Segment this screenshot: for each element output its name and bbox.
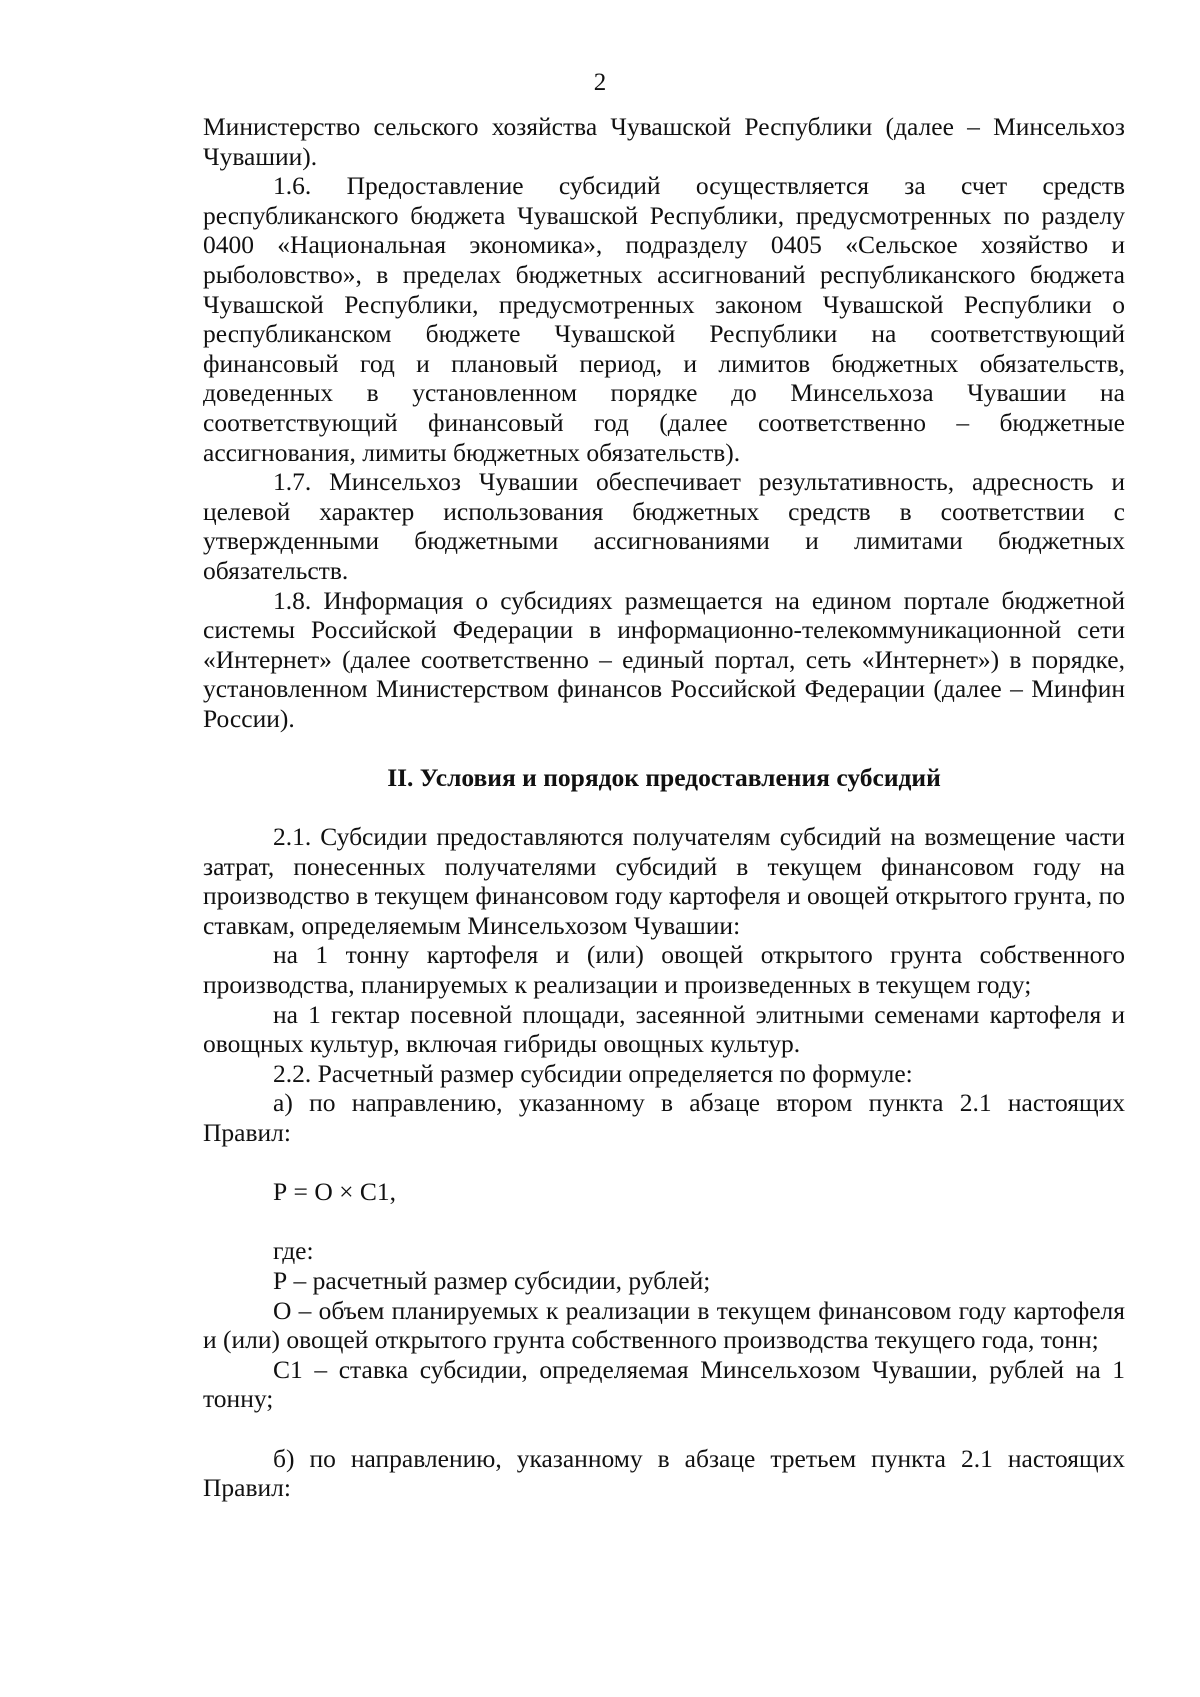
paragraph-2-2: 2.2. Расчетный размер субсидии определяется по формуле: [273,1058,913,1088]
page-number: 2 [593,69,607,96]
definition-c1: С1 – ставка субсидии, определяемая Минсельхозом Чувашии, рублей на 1 тонну; [203,1354,1125,1414]
paragraph-2-2-b: б) по направлению, указанному в абзаце третьем пункта 2.1 настоящих Правил: [203,1443,1125,1503]
where-label: где: [273,1236,314,1266]
paragraph-1-7: 1.7. Минсельхоз Чувашии обеспечивает результативность, адресность и целевой характер использования бюджетных средств в соответствии с утвержденными бюджетными ассигнованиями и лимитами бюджетных обязательств. [203,467,1125,585]
paragraph-2-2-a: а) по направлению, указанному в абзаце втором пункта 2.1 настоящих Правил: [203,1088,1125,1147]
paragraph-1-6: 1.6. Предоставление субсидий осуществляется за счет средств республиканского бюджета Чувашской Республики, предусмотренных по разделу 0400 «Национальная экономика», подразделу 0405 «Сельское хозяйство и рыболовство», в пределах бюджетных ассигнований республиканского бюджета Чувашской Республики, предусмотренных законом Чувашской Республики о республиканском бюджете Чувашской Республики на соответствующий финансовый год и плановый период, и лимитов бюджетных обязательств, доведенных в установленном порядке до Минсельхоза Чувашии на соответствующий финансовый год (далее соответственно – бюджетные ассигнования, лимиты бюджетных обязательств). [203,171,1125,467]
paragraph-1-8: 1.8. Информация о субсидиях размещается на едином портале бюджетной системы Российской Федерации в информационно-телекоммуникационной сети «Интернет» (далее соответственно – единый портал, сеть «Интернет») в порядке, установленном Министерством финансов Российской Федерации (далее – Минфин России). [203,585,1125,733]
paragraph-ministry: Министерство сельского хозяйства Чувашской Республики (далее – Минсельхоз Чувашии). [203,112,1125,171]
definition-p: Р – расчетный размер субсидии, рублей; [273,1265,711,1295]
formula: Р = О × С1, [273,1177,396,1207]
section-heading: II. Условия и порядок предоставления субсидий [387,763,941,793]
document-body [203,112,1125,1503]
definition-o: О – объем планируемых к реализации в текущем финансовом году картофеля и (или) овощей открытого грунта собственного производства текущего года, тонн; [203,1295,1125,1355]
paragraph-2-1-tonne: на 1 тонну картофеля и (или) овощей открытого грунта собственного производства, планируемых к реализации и произведенных в текущем году; [203,940,1125,1000]
paragraph-2-1-hectare: на 1 гектар посевной площади, засеянной элитными семенами картофеля и овощных культур, включая гибриды овощных культур. [203,999,1125,1059]
paragraph-2-1: 2.1. Субсидии предоставляются получателям субсидий на возмещение части затрат, понесенных получателями субсидий в текущем финансовом году на производство в текущем финансовом году картофеля и овощей открытого грунта, по ставкам, определяемым Минсельхозом Чувашии: [203,822,1125,940]
